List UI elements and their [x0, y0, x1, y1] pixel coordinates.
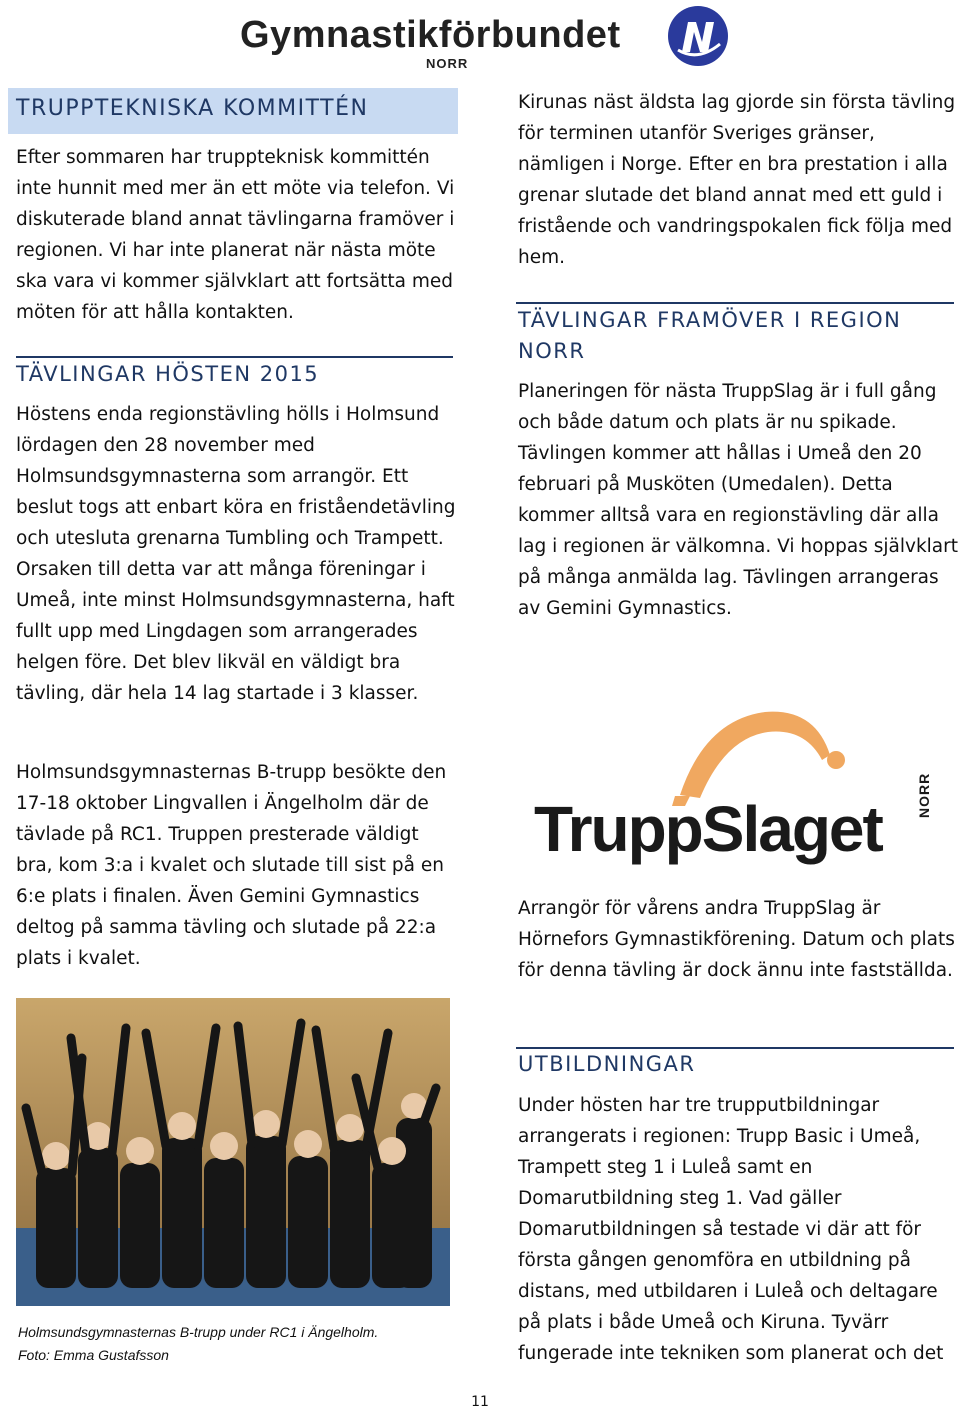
heading-utbildningar: UTBILDNINGAR: [518, 1052, 696, 1076]
brand-name: Gymnastikförbundet: [240, 14, 621, 56]
gymnastikforbundet-n-logo-icon: [658, 4, 730, 68]
heading-line-2: NORR: [518, 339, 586, 363]
heading-truppteknisk-kommitten: [8, 88, 458, 134]
brand-header: [240, 14, 740, 74]
heading-text: TRUPPTEKNISKA KOMMITTÉN: [16, 96, 369, 121]
paragraph-truppslag-planering: Planeringen för nästa TruppSlag är i full gång och både datum och plats är nu spikade. Tävlingen kommer att hållas i Umeå den 20 februari på Musköten (Umedalen). Detta kommer alltså vara en regionstävling där alla lag i regionen är välkomna. Vi hoppas självklart på många anmälda lag. Tävlingen arrangeras av Gemini Gymnastics.: [518, 381, 958, 619]
team-photo: [16, 998, 450, 1306]
photo-caption-line-2: Foto: Emma Gustafsson: [18, 1347, 169, 1363]
heading-tavlingar-framover: [518, 305, 958, 367]
photo-caption: [18, 1321, 448, 1367]
heading-tavlingar-hosten: TÄVLINGAR HÖSTEN 2015: [16, 362, 320, 386]
paragraph-utbildningar: Under hösten har tre trupputbildningar arrangerats i regionen: Trupp Basic i Umeå, Trampett steg 1 i Luleå samt en Domarutbildning steg 1. Vad gäller Domarutbildningen så testade vi där att för första gången genomföra en utbildning på distans, med utbildaren i Luleå och deltagare på plats i både Umeå och Kiruna. Tyvärr fungerade inte tekniken som planerat och det: [518, 1095, 944, 1364]
paragraph-hornefors: Arrangör för vårens andra TruppSlag är Hörnefors Gymnastikförening. Datum och plats för denna tävling är dock ännu inte fastställda.: [518, 898, 955, 981]
truppslaget-logo-text: TruppSlaget: [534, 793, 882, 865]
truppslaget-logo-region: NORR: [916, 772, 932, 818]
team-photo-illustration: [16, 998, 450, 1306]
paragraph-kiruna: Kirunas näst äldsta lag gjorde sin första tävling för terminen utanför Sveriges gränser, nämligen i Norge. Efter en bra prestation i alla grenar slutade det bland annat med ett guld i fristående och vandringspokalen fick följa med hem.: [518, 92, 956, 268]
paragraph-b-trupp: Holmsundsgymnasternas B-trupp besökte den 17-18 oktober Lingvallen i Ängelholm där de tävlade på RC1. Truppen presterade väldigt bra, kom 3:a i kvalet och slutade till sist på en 6:e plats i finalen. Även Gemini Gymnastics deltog på samma tävling och slutade på 22:a plats i kvalet.: [16, 762, 447, 969]
heading-line-1: TÄVLINGAR FRAMÖVER I REGION: [518, 308, 902, 332]
truppslaget-logo: [530, 700, 950, 875]
section-divider: [516, 302, 954, 304]
paragraph-kommitten: Efter sommaren har truppteknisk kommittén inte hunnit med mer än ett möte via telefon. Vi diskuterade bland annat tävlingarna framöver i regionen. Vi har inte planerat när nästa möte ska vara vi kommer självklart att fortsätta med möten för att hålla kontakten.: [16, 147, 455, 323]
page-number: 11: [471, 1394, 489, 1410]
section-divider: [16, 356, 453, 358]
paragraph-tavlingar-hosten: Höstens enda regionstävling hölls i Holmsund lördagen den 28 november med Holmsundsgymnasterna som arrangör. Ett beslut togs att enbart köra en friståendetävling och utesluta grenarna Tumbling och Trampett. Orsaken till detta var att många föreningar i Umeå, inte minst Holmsundsgymnasterna, haft fullt upp med Lingdagen som arrangerades helgen före. Det blev likväl en väldigt bra tävling, där hela 14 lag startade i 3 klasser.: [16, 404, 456, 704]
brand-region: NORR: [426, 56, 469, 71]
photo-caption-line-1: Holmsundsgymnasternas B-trupp under RC1 i Ängelholm.: [18, 1324, 379, 1340]
